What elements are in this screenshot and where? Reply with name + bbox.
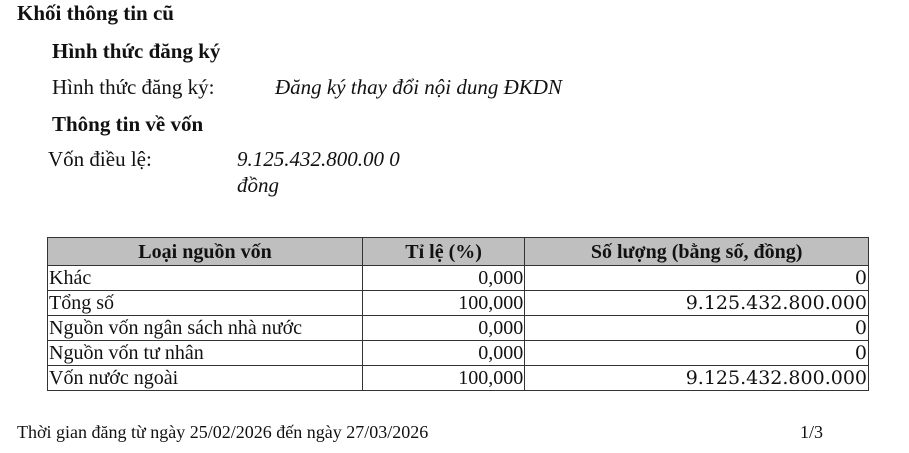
section-title: Khối thông tin cũ [17,1,174,25]
table-row [48,366,869,391]
charter-capital-label: Vốn điều lệ: [48,147,152,171]
cell-ratio: 100,000 [362,291,524,316]
charter-capital-value: 9.125.432.800.00 0 đồng [237,147,400,197]
cell-type: Vốn nước ngoài [48,366,363,391]
registration-value: Đăng ký thay đổi nội dung ĐKDN [275,75,562,99]
table-row [48,266,869,291]
page-number: 1/3 [800,422,824,442]
table-row [48,316,869,341]
column-header-type: Loại nguồn vốn [48,238,363,266]
cell-amount: 0 [525,266,869,291]
table-row [48,291,869,316]
cell-type: Tổng số [48,291,363,316]
cell-ratio: 0,000 [362,341,524,366]
table-header-row [48,238,869,266]
cell-amount: 0 [525,316,869,341]
table-row [48,341,869,366]
column-header-amount: Số lượng (bằng số, đồng) [525,238,869,266]
cell-amount: 0 [525,341,869,366]
registration-heading: Hình thức đăng ký [52,39,221,63]
registration-label: Hình thức đăng ký: [52,75,215,99]
cell-type: Nguồn vốn ngân sách nhà nước [48,316,363,341]
cell-amount: 9.125.432.800.000 [525,366,869,391]
capital-source-table [47,237,869,391]
cell-ratio: 0,000 [362,316,524,341]
capital-heading: Thông tin về vốn [52,112,204,136]
posting-period: Thời gian đăng từ ngày 25/02/2026 đến ngày 27/03/2026 [17,422,429,442]
cell-ratio: 100,000 [362,366,524,391]
cell-type: Khác [48,266,363,291]
cell-amount: 9.125.432.800.000 [525,291,869,316]
column-header-ratio: Tỉ lệ (%) [362,238,524,266]
cell-type: Nguồn vốn tư nhân [48,341,363,366]
cell-ratio: 0,000 [362,266,524,291]
